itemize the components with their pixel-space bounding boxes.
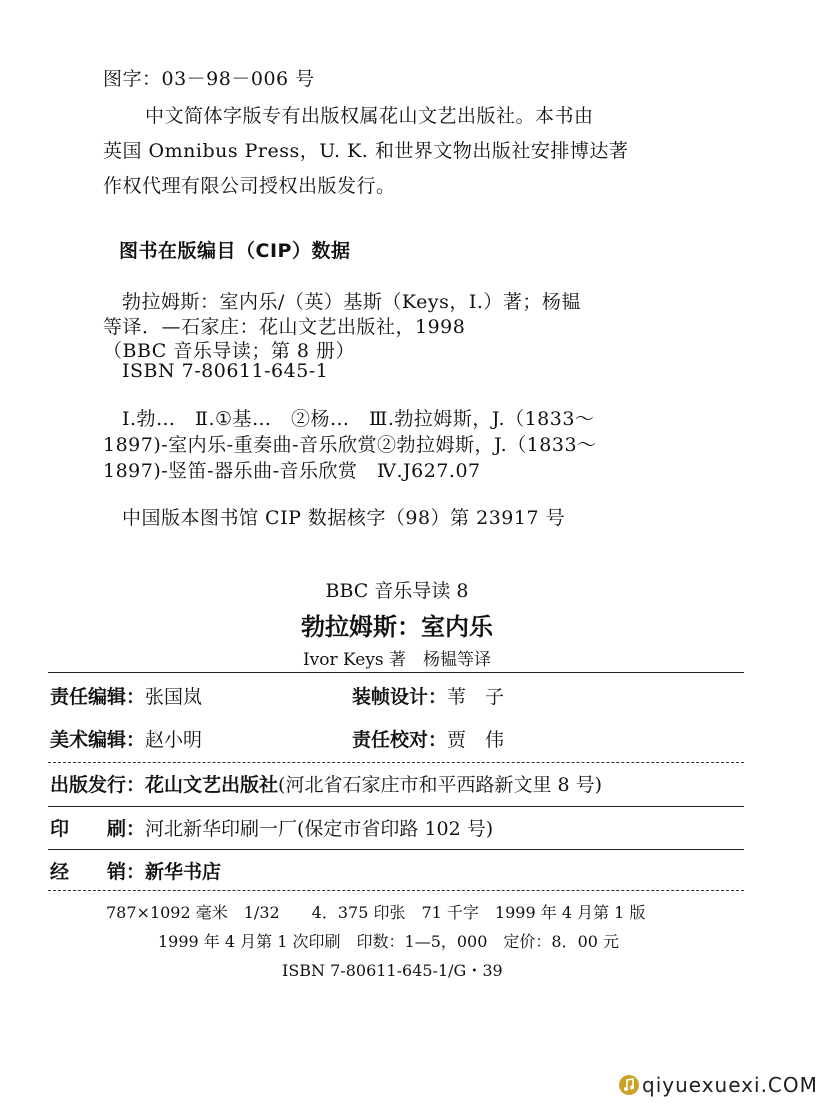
- registration-number: 图字：03－98－006 号: [103, 68, 315, 90]
- design-row: [352, 682, 504, 709]
- editor-label: 责任编辑：: [50, 686, 146, 708]
- series-name: BBC 音乐导读 8: [325, 580, 469, 602]
- printer-value: 河北新华印刷一厂(保定市省印路 102 号): [145, 818, 494, 840]
- specs-line-2: 1999 年 4 月第 1 次印刷 印数：1—5，000 定价：8．00 元: [158, 932, 620, 951]
- book-title: 勃拉姆斯：室内乐: [301, 613, 493, 641]
- art-editor-label: 美术编辑：: [50, 729, 146, 751]
- divider-4: [48, 849, 744, 850]
- distributor-value: 新华书店: [145, 861, 222, 883]
- proofreader-label: 责任校对：: [352, 729, 448, 751]
- cip-classification-line-2: 1897)-室内乐-重奏曲-音乐欣赏②勃拉姆斯，J.（1833～: [103, 434, 597, 456]
- proofreader-value: 贾 伟: [447, 729, 505, 751]
- design-value: 苇 子: [447, 686, 505, 708]
- printer-row: [50, 814, 493, 841]
- music-note-icon: [618, 1074, 640, 1096]
- cip-classification-line-3: 1897)-竖笛-器乐曲-音乐欣赏 Ⅳ.J627.07: [103, 460, 481, 482]
- divider-top: [48, 672, 744, 673]
- specs-line-3: ISBN 7-80611-645-1/G・39: [282, 961, 503, 980]
- publisher-row: [50, 770, 602, 797]
- cip-classification-line-1: Ⅰ.勃… Ⅱ.①基… ②杨… Ⅲ.勃拉姆斯，J.（1833～: [122, 408, 595, 430]
- divider-3: [48, 806, 744, 807]
- design-label: 装帧设计：: [352, 686, 448, 708]
- copyright-paragraph-line-2: 英国 Omnibus Press，U. K. 和世界文物出版社安排博达著: [103, 140, 629, 162]
- distributor-label: 经 销：: [50, 861, 146, 883]
- proofreader-row: [352, 725, 504, 752]
- publisher-address: (河北省石家庄市和平西路新文里 8 号): [278, 774, 603, 796]
- art-editor-value: 赵小明: [145, 729, 203, 751]
- cip-heading: 图书在版编目（CIP）数据: [119, 240, 351, 262]
- editor-value: 张国岚: [145, 686, 203, 708]
- specs-line-1: 787×1092 毫米 1/32 4．375 印张 71 千字 1999 年 4 月第 1 版: [106, 903, 646, 922]
- divider-bottom: [48, 890, 744, 891]
- copyright-paragraph-line-1: 中文简体字版专有出版权属花山文艺出版社。本书由: [145, 105, 594, 127]
- cip-entry-line-2: 等译．—石家庄：花山文艺出版社，1998: [103, 316, 466, 338]
- divider-2: [48, 762, 744, 763]
- book-authors: Ivor Keys 著 杨韫等译: [302, 650, 492, 670]
- copyright-paragraph-line-3: 作权代理有限公司授权出版发行。: [103, 175, 396, 197]
- distributor-row: [50, 857, 221, 884]
- printer-label: 印 刷：: [50, 818, 146, 840]
- watermark-text[interactable]: qiyuexuexi.COM: [642, 1073, 818, 1097]
- cip-approval-number: 中国版本图书馆 CIP 数据核字（98）第 23917 号: [122, 507, 566, 529]
- cip-entry-line-1: 勃拉姆斯：室内乐/（英）基斯（Keys，I.）著；杨韫: [122, 291, 581, 313]
- editor-row: [50, 682, 202, 709]
- cip-isbn: ISBN 7-80611-645-1: [122, 360, 329, 382]
- cip-entry-line-3: （BBC 音乐导读；第 8 册）: [103, 340, 356, 362]
- publisher-value: 花山文艺出版社: [145, 774, 279, 796]
- publisher-label: 出版发行：: [50, 774, 146, 796]
- art-editor-row: [50, 725, 202, 752]
